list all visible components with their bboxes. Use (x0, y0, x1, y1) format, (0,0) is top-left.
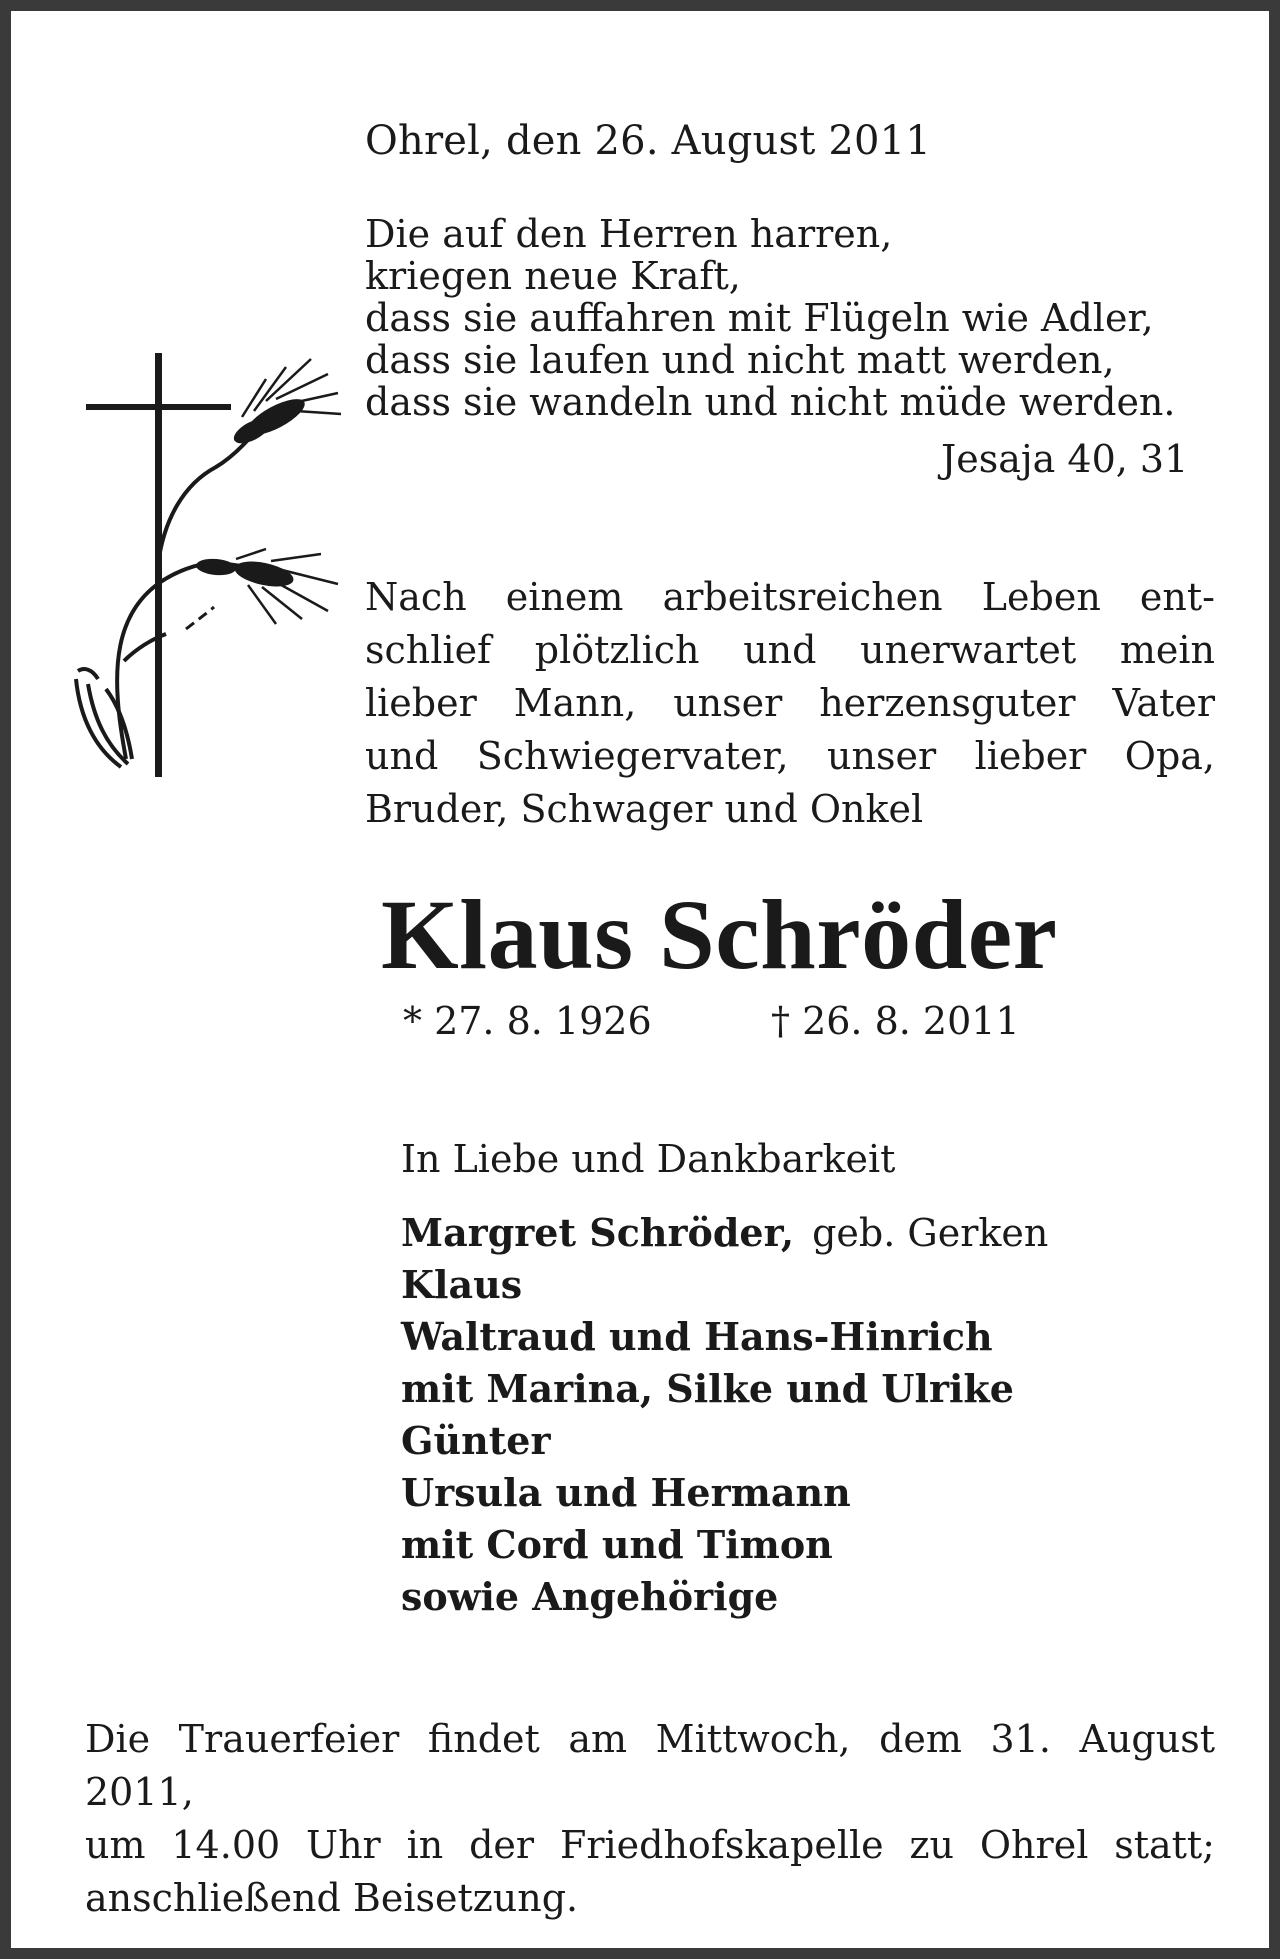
mourners-list (401, 1207, 1048, 1623)
verse-line: dass sie auffahren mit Flügeln wie Adler, (365, 296, 1154, 340)
place-date: Ohrel, den 26. August 2011 (365, 118, 931, 164)
ceremony-line: Die Trauerfeier findet am Mittwoch, dem 31. August 2011, (85, 1717, 1215, 1814)
verse-reference: Jesaja 40, 31 (941, 437, 1189, 481)
mourner-item (401, 1519, 1048, 1571)
mourner-item (401, 1467, 1048, 1519)
intro-line: Nach einem arbeitsreichen Leben ent- (365, 575, 1215, 619)
ceremony-line: um 14.00 Uhr in der Friedhofskapelle zu Ohrel statt; (85, 1823, 1215, 1867)
verse-line: dass sie wandeln und nicht müde werden. (365, 380, 1176, 424)
intro-line: schlief plötzlich und unerwartet mein (365, 628, 1215, 672)
mourner-item (401, 1571, 1048, 1623)
mourner-name: mit Cord und Timon (401, 1522, 833, 1567)
thanks-line: In Liebe und Dankbarkeit (401, 1137, 896, 1181)
mourner-name: Margret Schröder, (401, 1210, 795, 1255)
verse-line: kriegen neue Kraft, (365, 254, 741, 298)
intro-line: und Schwiegervater, unser lieber Opa, (365, 734, 1215, 778)
ceremony-line: anschließend Beisetzung. (85, 1876, 579, 1920)
mourner-name: Ursula und Hermann (401, 1470, 851, 1515)
mourner-item (401, 1363, 1048, 1415)
mourner-name: sowie Angehörige (401, 1574, 779, 1619)
mourner-name: mit Marina, Silke und Ulrike (401, 1366, 1014, 1411)
intro-paragraph (365, 571, 1215, 836)
ceremony-paragraph (85, 1713, 1215, 1925)
verse-line: dass sie laufen und nicht matt werden, (365, 338, 1115, 382)
mourner-name: Klaus (401, 1262, 523, 1307)
mourner-item (401, 1415, 1048, 1467)
mourner-item (401, 1207, 1048, 1259)
birth-date: * 27. 8. 1926 (403, 999, 652, 1043)
cross-with-wheat-icon (66, 349, 356, 781)
verse-line: Die auf den Herren harren, (365, 212, 893, 256)
mourner-item (401, 1311, 1048, 1363)
mourner-suffix: geb. Gerken (812, 1211, 1049, 1255)
death-date: † 26. 8. 2011 (771, 999, 1020, 1043)
mourner-name: Günter (401, 1418, 551, 1463)
deceased-name: Klaus Schröder (381, 879, 1058, 990)
intro-line: lieber Mann, unser herzensguter Vater (365, 681, 1215, 725)
bible-verse (365, 213, 1176, 423)
mourner-name: Waltraud und Hans-Hinrich (401, 1314, 993, 1359)
mourner-item (401, 1259, 1048, 1311)
intro-line: Bruder, Schwager und Onkel (365, 787, 924, 831)
